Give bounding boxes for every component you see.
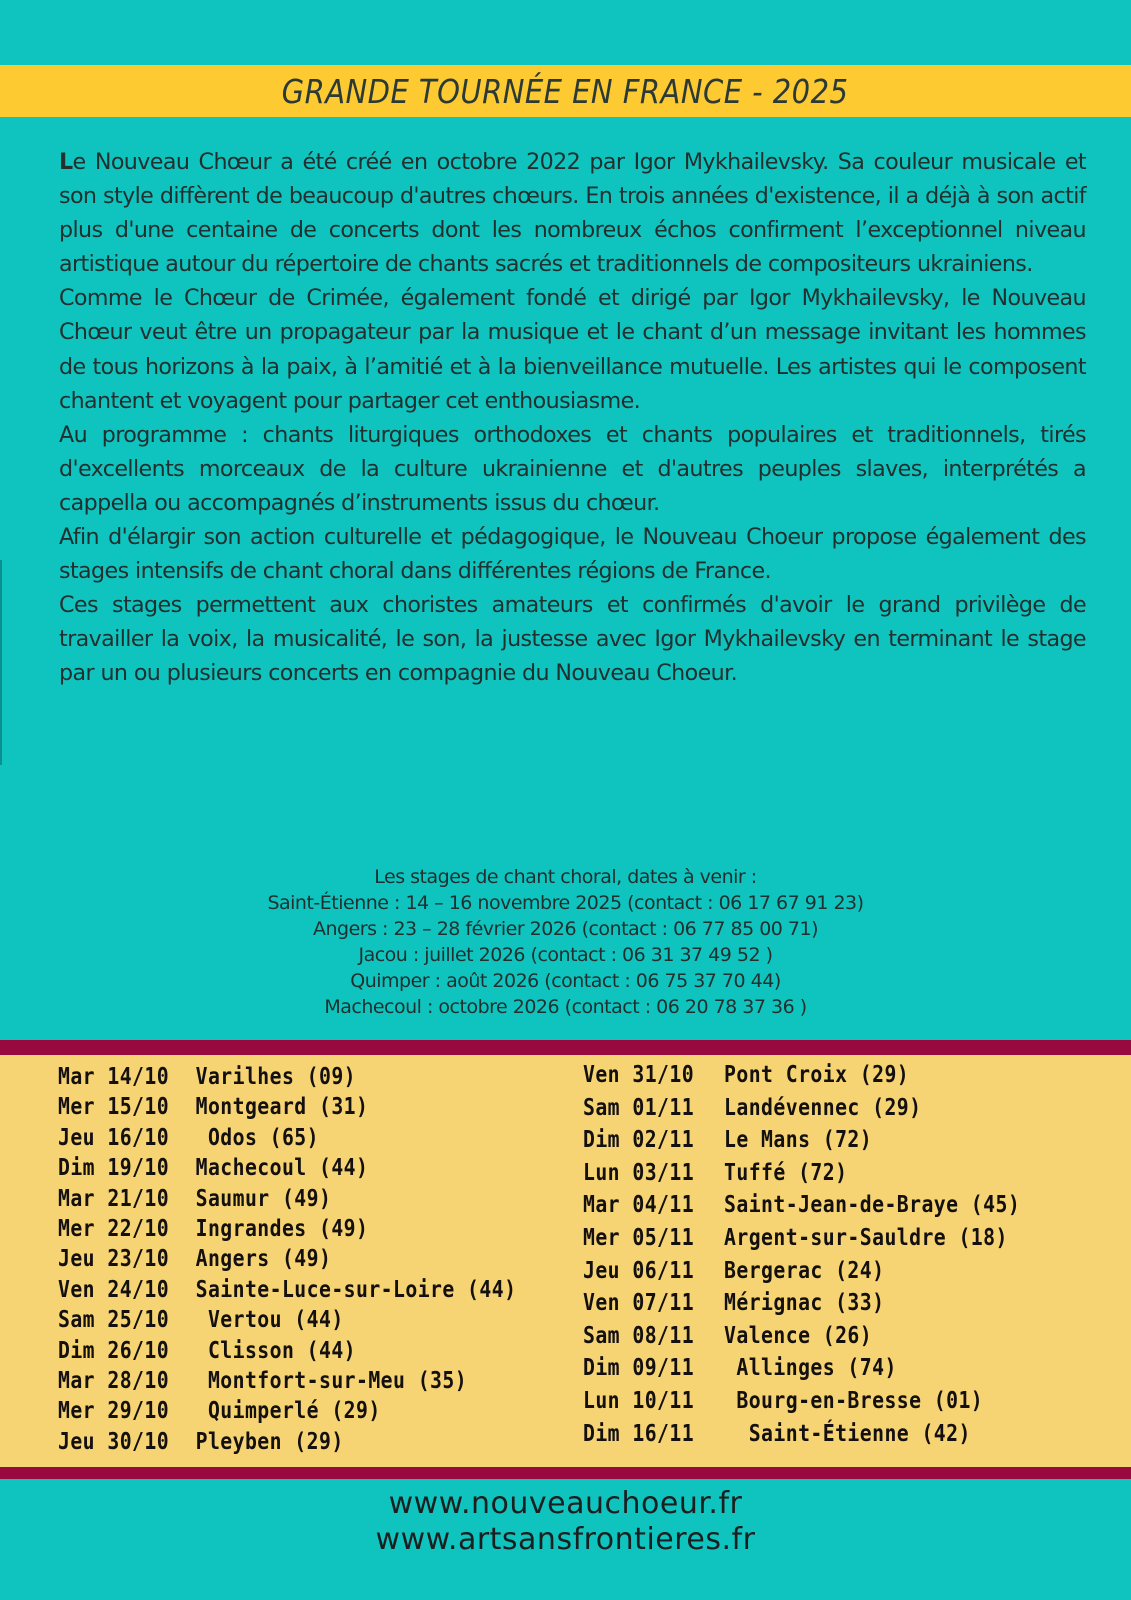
schedule-row bbox=[58, 1427, 516, 1457]
concert-place: Valence (26) bbox=[724, 1322, 873, 1349]
concert-place: Mérignac (33) bbox=[724, 1290, 885, 1317]
concert-place: Montgeard (31) bbox=[195, 1094, 369, 1121]
title-band bbox=[0, 65, 1131, 117]
concert-place: Angers (49) bbox=[195, 1246, 332, 1273]
schedule-row bbox=[583, 1255, 1020, 1288]
website-link-nouveauchoeur[interactable]: www.nouveauchoeur.fr bbox=[388, 1486, 743, 1521]
schedule-column-right bbox=[583, 1059, 1091, 1450]
page-title: GRANDE TOURNÉE EN FRANCE - 2025 bbox=[282, 71, 849, 111]
concert-date: Ven 24/10 bbox=[58, 1276, 170, 1303]
concert-date: Sam 25/10 bbox=[58, 1307, 170, 1334]
concert-place: Odos (65) bbox=[195, 1124, 319, 1151]
intro-paragraph-1-text: e Nouveau Chœur a été créé en octobre 2022 par Igor Mykhailevsky. Sa couleur musicale et son style diffèrent de beaucoup d'autres chœurs. En trois années d'existence, il a déjà à son actif plus d'une centaine de concerts dont les nombreux échos confirment l’exceptionnel niveau artistique autour du répertoire de chants sacrés et traditionnels de compositeurs ukrainiens. bbox=[59, 149, 1086, 278]
concert-date: Sam 08/11 bbox=[583, 1322, 695, 1349]
concert-date: Mar 28/10 bbox=[58, 1367, 170, 1394]
schedule-row bbox=[58, 1244, 516, 1274]
concert-place: Vertou (44) bbox=[195, 1307, 344, 1334]
schedule-row bbox=[583, 1157, 1020, 1190]
concert-place: Montfort-sur-Meu (35) bbox=[195, 1367, 468, 1394]
schedule-row bbox=[583, 1418, 1020, 1451]
concert-date: Ven 31/10 bbox=[583, 1062, 695, 1088]
stage-item: Jacou : juillet 2026 (contact : 06 31 37 49 52 ) bbox=[358, 944, 773, 966]
schedule-row bbox=[583, 1222, 1020, 1255]
stage-item: Angers : 23 – 28 février 2026 (contact : 06 77 85 00 71) bbox=[312, 918, 819, 940]
schedule-row bbox=[58, 1184, 516, 1214]
concert-place: Allinges (74) bbox=[724, 1355, 897, 1382]
concert-date: Jeu 30/10 bbox=[58, 1428, 170, 1455]
concert-place: Bourg-en-Bresse (01) bbox=[724, 1387, 984, 1414]
schedule-column-left bbox=[58, 1062, 591, 1457]
concert-place: Quimperlé (29) bbox=[195, 1398, 381, 1425]
schedule-row bbox=[58, 1153, 516, 1183]
concert-date: Mar 14/10 bbox=[58, 1064, 170, 1090]
schedule-row bbox=[58, 1092, 516, 1122]
concert-place: Le Mans (72) bbox=[724, 1127, 873, 1154]
stage-item: Quimper : août 2026 (contact : 06 75 37 70 44) bbox=[350, 970, 781, 992]
concert-place: Pleyben (29) bbox=[195, 1428, 344, 1455]
schedule-row bbox=[58, 1123, 516, 1153]
concert-place: Ingrandes (49) bbox=[195, 1215, 369, 1242]
schedule-row bbox=[583, 1124, 1020, 1157]
tour-schedule bbox=[0, 1055, 1131, 1467]
concert-place: Bergerac (24) bbox=[724, 1257, 885, 1284]
intro-paragraph-1 bbox=[59, 145, 1086, 281]
stages-section bbox=[0, 864, 1131, 1020]
concert-date: Dim 19/10 bbox=[58, 1155, 170, 1182]
concert-date: Dim 09/11 bbox=[583, 1355, 695, 1382]
schedule-row bbox=[583, 1320, 1020, 1353]
concert-date: Mer 15/10 bbox=[58, 1094, 170, 1121]
concert-date: Dim 02/11 bbox=[583, 1127, 695, 1154]
concert-date: Dim 16/11 bbox=[583, 1420, 695, 1447]
intro-paragraph-4: Afin d'élargir son action culturelle et pédagogique, le Nouveau Choeur propose également des stages intensifs de chant choral dans différentes régions de France. bbox=[59, 524, 1086, 585]
schedule-row bbox=[58, 1062, 516, 1092]
concert-date: Mer 05/11 bbox=[583, 1224, 695, 1251]
schedule-row bbox=[58, 1366, 516, 1396]
schedule-row bbox=[583, 1189, 1020, 1222]
concert-date: Dim 26/10 bbox=[58, 1337, 170, 1364]
concert-place: Tuffé (72) bbox=[724, 1159, 848, 1186]
schedule-row bbox=[583, 1059, 1020, 1092]
concert-place: Pont Croix (29) bbox=[724, 1062, 910, 1088]
schedule-row bbox=[583, 1287, 1020, 1320]
concert-date: Lun 10/11 bbox=[583, 1387, 695, 1414]
schedule-row bbox=[58, 1396, 516, 1426]
stage-item: Saint-Étienne : 14 – 16 novembre 2025 (contact : 06 17 67 91 23) bbox=[267, 892, 864, 914]
concert-place: Sainte-Luce-sur-Loire (44) bbox=[195, 1276, 517, 1303]
concert-date: Mer 29/10 bbox=[58, 1398, 170, 1425]
schedule-row bbox=[58, 1305, 516, 1335]
concert-place: Saumur (49) bbox=[195, 1185, 332, 1212]
concert-place: Landévennec (29) bbox=[724, 1094, 922, 1121]
schedule-row bbox=[583, 1385, 1020, 1418]
schedule-row bbox=[583, 1352, 1020, 1385]
concert-place: Varilhes (09) bbox=[195, 1064, 357, 1090]
concert-date: Jeu 06/11 bbox=[583, 1257, 695, 1284]
concert-place: Machecoul (44) bbox=[195, 1155, 369, 1182]
concert-place: Saint-Jean-de-Braye (45) bbox=[724, 1192, 1021, 1219]
schedule-row bbox=[58, 1275, 516, 1305]
maroon-divider-bottom bbox=[0, 1467, 1131, 1479]
concert-place: Saint-Étienne (42) bbox=[724, 1420, 971, 1447]
concert-place: Clisson (44) bbox=[195, 1337, 357, 1364]
intro-paragraph-2: Comme le Chœur de Crimée, également fondé et dirigé par Igor Mykhailevsky, le Nouveau Chœur veut être un propagateur par la musique et le chant d’un message invitant les hommes de tous horizons à la paix, à l’amitié et à la bienveillance mutuelle. Les artistes qui le composent chantent et voyagent pour partager cet enthousiasme. bbox=[59, 285, 1086, 414]
maroon-divider-top bbox=[0, 1040, 1131, 1055]
concert-date: Lun 03/11 bbox=[583, 1159, 695, 1186]
concert-place: Argent-sur-Sauldre (18) bbox=[724, 1224, 1008, 1251]
schedule-row bbox=[583, 1092, 1020, 1125]
intro-paragraph-5: Ces stages permettent aux choristes amateurs et confirmés d'avoir le grand privilège de travailler la voix, la musicalité, le son, la justesse avec Igor Mykhailevsky en terminant le stage par un ou plusieurs concerts en compagnie du Nouveau Choeur. bbox=[59, 592, 1086, 687]
concert-date: Jeu 16/10 bbox=[58, 1124, 170, 1151]
drop-letter: L bbox=[59, 149, 73, 175]
website-link-artsansfrontieres[interactable]: www.artsansfrontieres.fr bbox=[375, 1522, 756, 1557]
left-edge-rule bbox=[0, 560, 2, 765]
concert-date: Sam 01/11 bbox=[583, 1094, 695, 1121]
concert-date: Jeu 23/10 bbox=[58, 1246, 170, 1273]
concert-date: Mer 22/10 bbox=[58, 1215, 170, 1242]
concert-date: Mar 21/10 bbox=[58, 1185, 170, 1212]
schedule-row bbox=[58, 1214, 516, 1244]
stage-item: Machecoul : octobre 2026 (contact : 06 20 78 37 36 ) bbox=[324, 996, 807, 1018]
schedule-row bbox=[58, 1336, 516, 1366]
stages-heading: Les stages de chant choral, dates à venir : bbox=[374, 866, 757, 888]
intro-text bbox=[59, 145, 1086, 691]
concert-date: Mar 04/11 bbox=[583, 1192, 695, 1219]
concert-date: Ven 07/11 bbox=[583, 1290, 695, 1317]
intro-paragraph-3: Au programme : chants liturgiques orthodoxes et chants populaires et traditionnels, tirés d'excellents morceaux de la culture ukrainienne et d'autres peuples slaves, interprétés a cappella ou accompagnés d’instruments issus du chœur. bbox=[59, 421, 1086, 516]
